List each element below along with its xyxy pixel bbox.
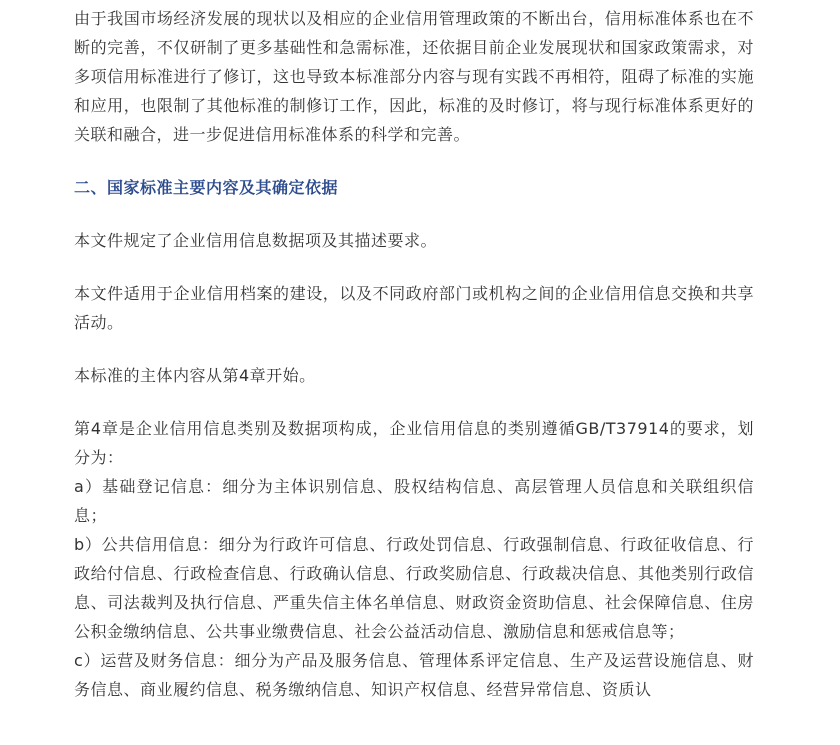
intro-paragraph: 由于我国市场经济发展的现状以及相应的企业信用管理政策的不断出台，信用标准体系也在不断的完善，不仅研制了更多基础性和急需标准，还依据目前企业发展现状和国家政策需求，对多项信用标准进行了修订，这也导致本标准部分内容与现有实践不再相符，阻碍了标准的实施和应用，也限制了其他标准的制修订工作，因此，标准的及时修订，将与现行标准体系更好的关联和融合，进一步促进信用标准体系的科学和完善。 xyxy=(74,9,754,144)
section-heading: 二、国家标准主要内容及其确定依据 xyxy=(74,178,339,197)
scope-paragraph: 本文件规定了企业信用信息数据项及其描述要求。 xyxy=(74,231,438,250)
article-body xyxy=(74,0,754,704)
application-paragraph: 本文件适用于企业信用档案的建设，以及不同政府部门或机构之间的企业信用信息交换和共享活动。 xyxy=(74,284,754,332)
list-item-c: c）运营及财务信息：细分为产品及服务信息、管理体系评定信息、生产及运营设施信息、财务信息、商业履约信息、税务缴纳信息、知识产权信息、经营异常信息、资质认 xyxy=(74,651,754,699)
chapter4-paragraph: 第4章是企业信用信息类别及数据项构成，企业信用信息的类别遵循GB/T37914的要求，划分为： xyxy=(74,419,754,467)
list-item-a: a）基础登记信息：细分为主体识别信息、股权结构信息、高层管理人员信息和关联组织信息； xyxy=(74,477,754,525)
main-content-paragraph: 本标准的主体内容从第4章开始。 xyxy=(74,366,316,385)
list-item-b: b）公共信用信息：细分为行政许可信息、行政处罚信息、行政强制信息、行政征收信息、行政给付信息、行政检查信息、行政确认信息、行政奖励信息、行政裁决信息、其他类别行政信息、司法裁判及执行信息、严重失信主体名单信息、财政资金资助信息、社会保障信息、住房公积金缴纳信息、公共事业缴费信息、社会公益活动信息、激励信息和惩戒信息等； xyxy=(74,535,754,641)
